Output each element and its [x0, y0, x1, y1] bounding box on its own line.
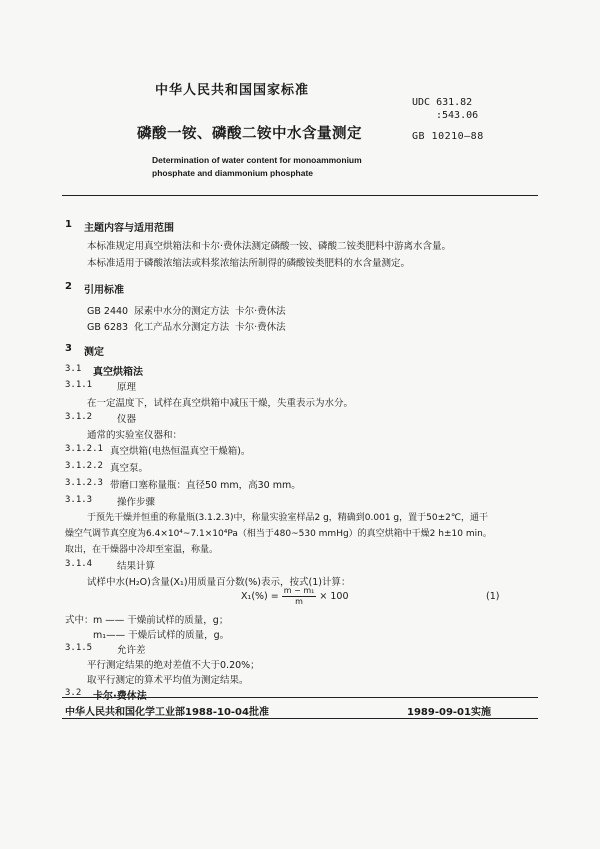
section-3-1-1-text: 在一定温度下，试样在真空烘箱中减压干燥，失重表示为水分。	[87, 398, 354, 409]
header-divider	[62, 195, 538, 196]
section-3-1-3-line-2: 燥空气调节真空度为6.4×10⁴~7.1×10⁴Pa（相当于480~530 mmHg）的真空烘箱中干燥2 h±10 min。	[65, 529, 492, 539]
where-m-definition: m —— 干燥前试样的质量，g；	[93, 615, 229, 626]
udc-code: UDC 631.82	[412, 97, 473, 108]
gb-standard-number: GB 10210—88	[412, 131, 484, 142]
formula-denominator: m	[295, 597, 303, 606]
udc-code-continued: :543.06	[436, 110, 479, 121]
section-3-1-1-title: 原理	[117, 382, 137, 393]
section-3-1-2-number: 3.1.2	[65, 412, 93, 422]
section-3-1-3-number: 3.1.3	[65, 495, 93, 505]
formula-fraction	[282, 586, 317, 607]
implementation-date: 1989-09-01实施	[407, 707, 491, 718]
section-3-1-5-text-1: 平行测定结果的绝对差值不大于0.20%；	[87, 660, 260, 671]
reference-gb6283: GB 6283 化工产品水分测定方法 卡尔·费休法	[87, 322, 286, 333]
section-3-1-2-1-number: 3.1.2.1	[65, 444, 103, 454]
section-3-number: 3	[65, 343, 72, 354]
document-title-en-line2: phosphate and diammonium phosphate	[152, 168, 314, 178]
formula-rhs: × 100	[319, 591, 349, 602]
section-3-1-1-number: 3.1.1	[65, 380, 93, 390]
document-title-en-line1: Determination of water content for monoammonium	[152, 155, 362, 165]
formula-numerator: m − m₁	[283, 586, 315, 595]
section-3-1-5-title: 允许差	[117, 645, 146, 656]
section-3-1-2-title: 仪器	[117, 414, 137, 425]
section-3-1-number: 3.1	[65, 364, 82, 374]
section-3-1-4-title: 结果计算	[117, 561, 156, 572]
section-3-1-2-2-text: 真空泵。	[110, 463, 149, 474]
national-standard-header: 中华人民共和国国家标准	[155, 83, 310, 98]
section-2-number: 2	[65, 281, 72, 292]
where-label: 式中：	[65, 615, 94, 626]
section-3-1-4-text: 试样中水(H₂O)含量(X₁)用质量百分数(%)表示，按式(1)计算：	[87, 577, 351, 588]
section-1-para-2: 本标准适用于磷酸浓缩法或料浆浓缩法所制得的磷酸铵类肥料的水含量测定。	[87, 258, 411, 269]
section-2-heading: 引用标准	[84, 285, 124, 296]
section-3-1-5-text-2: 取平行测定的算术平均值为测定结果。	[87, 675, 249, 686]
section-3-1-3-line-1: 于预先干燥并恒重的称量瓶(3.1.2.3)中，称量实验室样品2 g，精确到0.001 g，置于50±2℃，通干	[87, 513, 488, 523]
approval-statement: 中华人民共和国化学工业部1988-10-04批准	[65, 707, 269, 718]
section-3-1-2-3-text: 带磨口塞称量瓶：直径50 mm，高30 mm。	[110, 480, 301, 491]
footer-divider-top	[62, 697, 538, 698]
document-title-cn: 磷酸一铵、磷酸二铵中水含量测定	[137, 126, 362, 142]
formula-number: (1)	[486, 591, 500, 602]
section-3-2-title: 卡尔·费休法	[93, 691, 147, 702]
section-3-1-2-2-number: 3.1.2.2	[65, 461, 103, 471]
section-3-1-5-number: 3.1.5	[65, 643, 93, 653]
section-1-number: 1	[65, 219, 72, 230]
water-content-formula	[241, 586, 349, 607]
section-1-heading: 主题内容与适用范围	[84, 223, 174, 234]
section-1-para-1: 本标准规定用真空烘箱法和卡尔·费休法测定磷酸一铵、磷酸二铵类肥料中游离水含量。	[87, 241, 452, 252]
section-3-1-3-line-3: 取出，在干燥器中冷却至室温，称量。	[65, 545, 219, 555]
reference-gb2440: GB 2440 尿素中水分的测定方法 卡尔·费休法	[87, 306, 286, 317]
section-3-1-4-number: 3.1.4	[65, 559, 93, 569]
formula-lhs: X₁(%) =	[241, 591, 279, 602]
footer-divider-bottom	[62, 718, 538, 719]
section-3-1-2-text: 通常的实验室仪器和：	[87, 430, 183, 441]
section-3-2-number: 3.2	[65, 688, 82, 698]
section-3-1-3-title: 操作步骤	[117, 497, 156, 508]
section-3-1-2-3-number: 3.1.2.3	[65, 478, 103, 488]
where-m1-definition: m₁—— 干燥后试样的质量，g。	[93, 630, 230, 641]
section-3-1-2-1-text: 真空烘箱(电热恒温真空干燥箱)。	[110, 446, 251, 457]
section-3-heading: 测定	[84, 347, 104, 358]
section-3-1-title: 真空烘箱法	[93, 367, 143, 378]
